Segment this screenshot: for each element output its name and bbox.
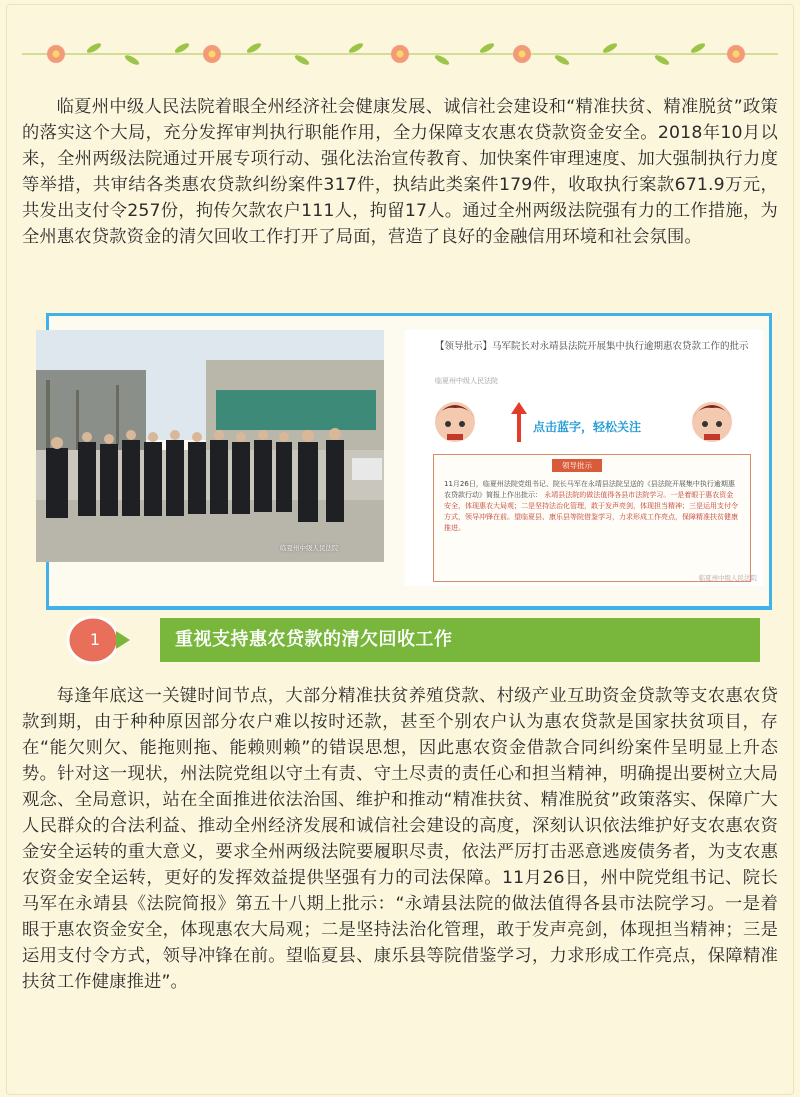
section-number: 1 xyxy=(89,630,101,649)
screenshot-watermark: 临夏州中级人民法院 xyxy=(698,574,757,582)
follow-prompt: 点击蓝字，轻松关注 xyxy=(533,420,642,434)
instruction-quote: 永靖县法院的做法值得各县市法院学习。一是着眼于惠农资金安全，体现惠农大局观；二是坚持法治化管理，敢于发声亮剑，体现担当精神；三是运用支付令方式，领导冲锋在前。望临夏县、康乐县等院借鉴学习，力求形成工作亮点，保障精准扶贫健康推进。 xyxy=(444,491,738,532)
instruction-badge: 领导批示 xyxy=(552,459,602,472)
screenshot-title: 【领导批示】马军院长对永靖县法院开展集中执行逾期惠农贷款工作的批示 xyxy=(435,341,749,352)
instruction-body xyxy=(444,479,740,534)
court-staff-photo xyxy=(36,330,384,562)
photo-watermark: 临夏州中级人民法院 xyxy=(280,544,339,552)
article-screenshot xyxy=(405,330,763,586)
instruction-intro: 11月26日，临夏州法院党组书记、院长马军在永靖县法院呈送的《县法院开展集中执行逾期惠农贷款行动》简报上作出批示： xyxy=(444,480,735,499)
instruction-box xyxy=(433,454,751,582)
floral-vine-divider xyxy=(22,40,778,70)
screenshot-meta: 临夏州中级人民法院 xyxy=(435,377,498,385)
section-title: 重视支持惠农贷款的清欠回收工作 xyxy=(175,629,453,650)
intro-paragraph: 临夏州中级人民法院着眼全州经济社会健康发展、诚信社会建设和“精准扶贫、精准脱贫”政策的落实这个大局，充分发挥审判执行职能作用，全力保障支农惠农贷款资金安全。2018年10月以来，全州两级法院通过开展专项行动、强化法治宣传教育、加快案件审理速度、加大强制执行力度等举措，共审结各类惠农贷款纠纷案件317件，执结此类案件179件，收取执行案款671.9万元，共发出支付令257份，拘传欠款农户111人，拘留17人。通过全州两级法院强有力的工作措施，为全州惠农贷款资金的清欠回收工作打开了局面，营造了良好的金融信用环境和社会氛围。 xyxy=(22,97,778,247)
section-paragraph: 每逢年底这一关键时间节点，大部分精准扶贫养殖贷款、村级产业互助资金贷款等支农惠农贷款到期，由于种种原因部分农户难以按时还款，甚至个别农户认为惠农贷款是国家扶贫项目，存在“能欠则欠、能拖则拖、能赖则赖”的错误思想，因此惠农资金借款合同纠纷案件呈明显上升态势。针对这一现状，州法院党组以守土有责、守土尽责的责任心和担当精神，明确提出要树立大局观念、全局意识，站在全面推进依法治国、维护和推动“精准扶贫、精准脱贫”政策落实、保障广大人民群众的合法利益、推动全州经济发展和诚信社会建设的高度，深刻认识依法维护好支农惠农资金安全运转的重大意义，要求全州两级法院要履职尽责，依法严厉打击恶意逃废债务者，为支农惠农资金安全运转，更好的发挥效益提供坚强有力的司法保障。11月26日，州中院党组书记、院长马军在永靖县《法院简报》第五十八期上批示：“永靖县法院的做法值得各县市法院学习。一是着眼于惠农资金安全，体现惠农大局观；二是坚持法治化管理，敢于发声亮剑，体现担当精神；三是运用支付令方式，领导冲锋在前。望临夏县、康乐县等院借鉴学习，力求形成工作亮点，保障精准扶贫工作健康推进”。 xyxy=(22,686,778,992)
